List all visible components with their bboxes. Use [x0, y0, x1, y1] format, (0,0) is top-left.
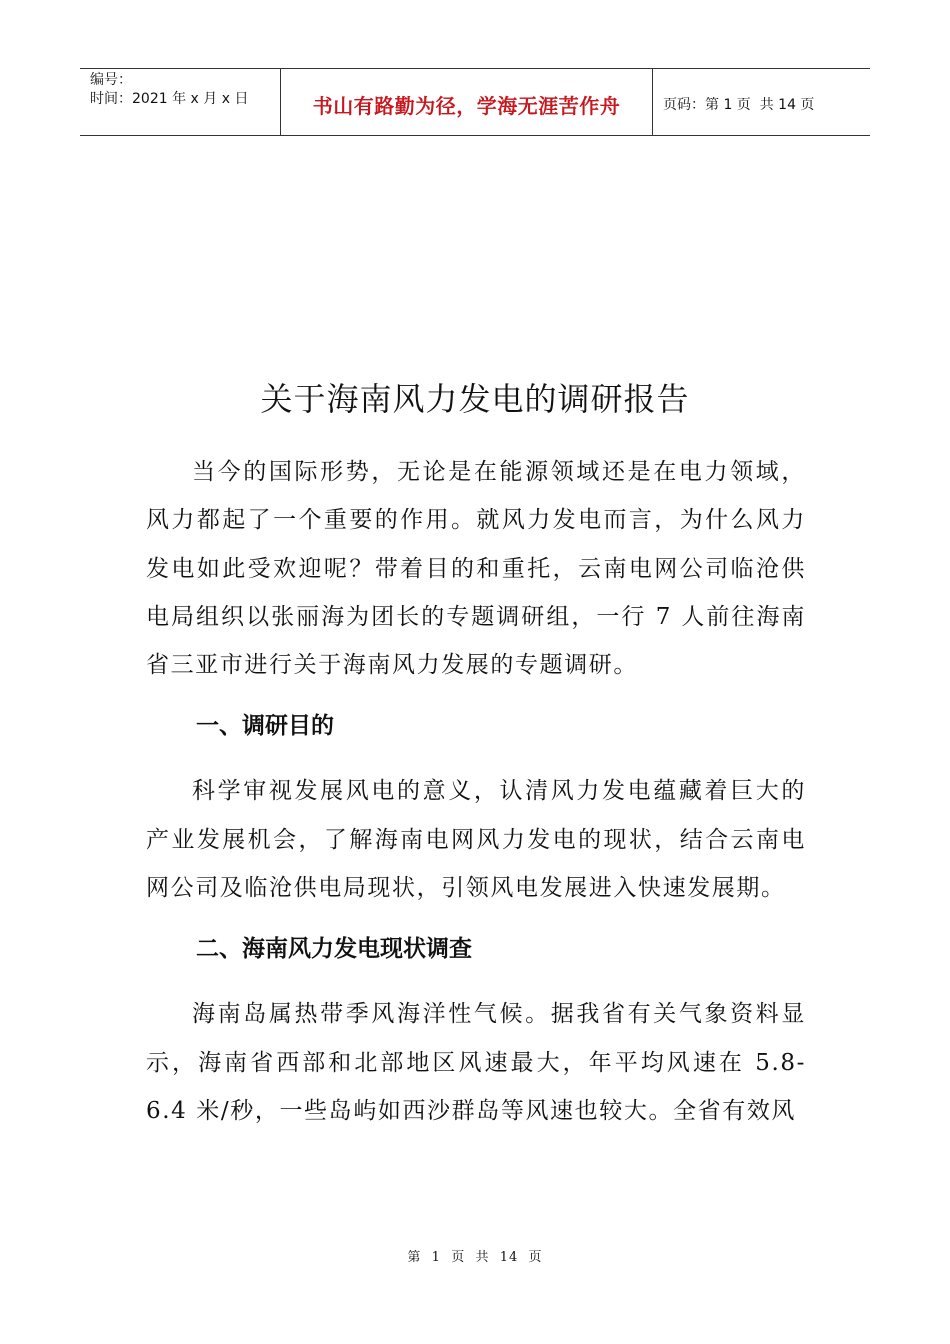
document-body: [146, 448, 806, 1135]
status-paragraph: 海南岛属热带季风海洋性气候。据我省有关气象资料显示，海南省西部和北部地区风速最大，年平均风速在 5.8-6.4 米/秒，一些岛屿如西沙群岛等风速也较大。全省有效风: [146, 1001, 806, 1124]
section-heading-status: 二、海南风力发电现状调查: [196, 936, 472, 963]
page-footer: 第 1 页 共 14 页: [407, 1250, 543, 1265]
header-motto: 书山有路勤为径，学海无涯苦作舟: [312, 93, 621, 118]
header-info-cell: [80, 69, 281, 135]
header-page-info: 页码：第 1 页 共 14 页: [663, 96, 815, 113]
intro-paragraph: 当今的国际形势，无论是在能源领域还是在电力领域，风力都起了一个重要的作用。就风力发电而言，为什么风力发电如此受欢迎呢？带着目的和重托，云南电网公司临沧供电局组织以张丽海为团长的专题调研组，一行 7 人前往海南省三亚市进行关于海南风力发展的专题调研。: [146, 459, 806, 679]
document-title: 关于海南风力发电的调研报告: [260, 380, 690, 418]
header-motto-cell: [281, 69, 653, 135]
header-table: [80, 68, 870, 136]
purpose-paragraph: 科学审视发展风电的意义，认清风力发电蕴藏着巨大的产业发展机会，了解海南电网风力发电的现状，结合云南电网公司及临沧供电局现状，引领风电发展进入快速发展期。: [146, 778, 806, 902]
document-number-label: 编号：: [90, 72, 132, 88]
document-time-label: 时间：2021 年 x 月 x 日: [90, 91, 249, 107]
section-heading-purpose: 一、调研目的: [196, 713, 334, 740]
